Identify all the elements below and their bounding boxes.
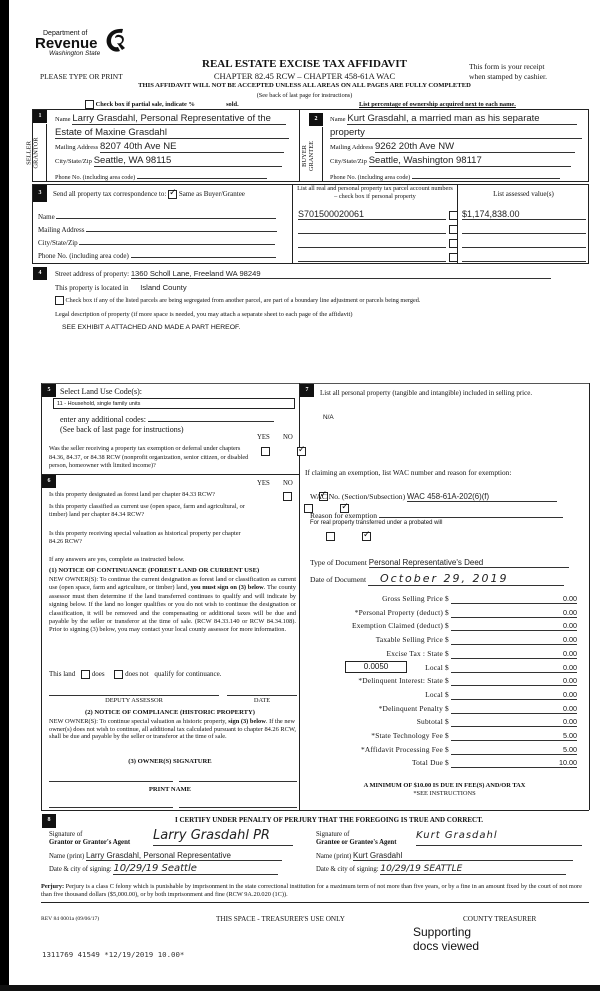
treasurer-use-label: THIS SPACE - TREASURER'S USE ONLY — [216, 915, 345, 923]
logo-line2: Revenue — [35, 35, 98, 52]
same-as-buyer-checkbox[interactable] — [168, 190, 177, 199]
grantor-date-city-field[interactable]: 10/29/19 Seattle — [113, 863, 278, 875]
notice2-bold: sign (3) below — [228, 718, 266, 725]
partial-sale-label: Check box if partial sale, indicate % — [95, 100, 195, 108]
buyer-side-label — [301, 127, 323, 182]
grantor-date-label: Date & city of signing: — [49, 866, 112, 873]
perjury-bold: Perjury: — [41, 883, 65, 890]
personal-property-value[interactable]: N/A — [323, 414, 334, 421]
excise-tax-local-field[interactable]: 0.00 — [563, 662, 577, 672]
fee-row-excise-state — [305, 649, 595, 661]
dollar-sign: $ — [445, 731, 449, 740]
seller-address-label: Mailing Address — [55, 144, 99, 151]
if-yes-note: If any answers are yes, complete as instructed below. — [49, 556, 185, 563]
assessed-value-field[interactable] — [462, 223, 586, 234]
dollar-sign: $ — [445, 703, 449, 713]
fee-row-technology — [305, 731, 595, 743]
partial-sale-row — [85, 100, 239, 109]
print-name-label: PRINT NAME — [148, 786, 192, 793]
corr-name-field[interactable] — [56, 210, 276, 219]
seller-label: SELLER — [25, 141, 33, 165]
fee-row-processing — [305, 745, 595, 757]
reason-label: Reason for exemption — [310, 511, 378, 520]
section-3-divider-1 — [292, 184, 293, 264]
grantor-signature-label — [49, 831, 130, 848]
exemption-claimed-field[interactable]: 0.00 — [563, 621, 577, 631]
fee-label: *Delinquent Penalty — [378, 703, 443, 713]
fee-label: Subtotal — [416, 717, 443, 727]
send-correspondence-label: Send all property tax correspondence to: — [53, 190, 167, 199]
dollar-sign: $ — [445, 607, 449, 617]
instructions-note: (See back of last page for instructions) — [256, 92, 353, 99]
street-address-row — [55, 269, 551, 279]
buyer-city-row — [330, 155, 585, 167]
grantee-date-row — [316, 864, 566, 875]
corr-phone-field[interactable] — [131, 249, 276, 258]
reason-field-line[interactable] — [379, 509, 563, 518]
dollar-sign: $ — [445, 717, 449, 727]
deputy-assessor-label: DEPUTY ASSESSOR — [105, 697, 163, 704]
seller-exemption-question: Was the seller receiving a property tax exemption or deferral under chapters 84.36, 84.37, or 84.38 RCW (nonprofit organization, senior citizen, or disabled person, homeowner with limited income)? — [49, 445, 249, 470]
dor-logo — [35, 30, 100, 57]
buyer-name-field[interactable]: Kurt Grasdahl, a married man as his separate — [347, 113, 577, 125]
section-5-badge: 5 — [42, 384, 56, 397]
fee-label: Excise Tax : State — [386, 648, 443, 658]
corr-city-row — [38, 236, 288, 247]
county-row — [55, 283, 187, 292]
historical-no-checkbox[interactable] — [362, 532, 371, 541]
receipt-note-2: when stamped by cashier. — [469, 72, 548, 81]
delinquent-penalty-field[interactable]: 0.00 — [563, 703, 577, 713]
owner-signature-title: (3) OWNER(S) SIGNATURE — [128, 758, 212, 765]
scan-bottom-edge — [0, 985, 600, 991]
owner-print-name-1[interactable] — [49, 800, 173, 808]
does-qualify-checkbox[interactable] — [81, 670, 90, 679]
logo-line3: Washington State — [49, 50, 101, 57]
dollar-sign: $ — [445, 662, 449, 672]
fee-row-penalty — [305, 704, 595, 716]
historical-yes-checkbox[interactable] — [326, 532, 335, 541]
parcel-row — [298, 237, 588, 250]
dollar-sign: $ — [445, 744, 449, 754]
parcel-row — [298, 223, 588, 236]
assessed-header: List assessed value(s) — [493, 190, 554, 198]
grantor-signature-field[interactable]: Larry Grasdahl PR — [153, 828, 293, 846]
personal-property-checkbox[interactable] — [449, 239, 458, 248]
seller-address-row — [55, 141, 293, 153]
fee-row-exemption — [305, 621, 595, 633]
grantee-sig-label-1: Signature of — [316, 831, 350, 838]
fee-row-interest-local — [305, 690, 595, 702]
county-treasurer-label: COUNTY TREASURER — [463, 915, 537, 923]
fee-row-personal — [305, 608, 595, 620]
seller-phone-row — [55, 170, 293, 181]
notice1-bold: you must sign on (3) below — [190, 584, 264, 592]
dollar-sign: $ — [445, 689, 449, 699]
grantee-date-city-field[interactable]: 10/29/19 SEATTLE — [380, 864, 566, 875]
personal-property-checkbox[interactable] — [449, 225, 458, 234]
grantee-name-label: Name (print) — [316, 853, 352, 860]
grantor-label: GRANTOR — [32, 137, 40, 169]
supporting-docs-stamp — [413, 925, 479, 953]
deputy-assessor-signature[interactable] — [49, 686, 219, 696]
corr-phone-label: Phone No. (including area code) — [38, 252, 129, 260]
same-as-buyer-label: Same as Buyer/Grantee — [178, 190, 245, 199]
buyer-phone-row — [330, 170, 585, 181]
additional-codes-row — [60, 412, 274, 424]
doc-date-field[interactable]: October 29, 2019 — [368, 572, 564, 586]
dollar-sign: $ — [445, 621, 449, 631]
section-2-badge: 2 — [309, 113, 323, 126]
seller-exemption-yes-checkbox[interactable] — [261, 447, 270, 456]
legal-description-label: Legal description of property (if more space is needed, you may attach a separate sheet to each page of the affidavit) — [55, 311, 353, 318]
deputy-assessor-date[interactable] — [227, 686, 297, 696]
seller-name-label: Name — [55, 116, 71, 123]
dollar-sign: $ — [445, 635, 449, 645]
form-title: REAL ESTATE EXCISE TAX AFFIDAVIT — [202, 58, 407, 70]
no-header: NO — [283, 480, 293, 487]
buyer-city-field[interactable]: Seattle, Washington 98117 — [369, 155, 571, 167]
receipt-code: 1311769 41549 *12/19/2019 10.00* — [42, 950, 185, 959]
dollar-sign: $ — [445, 594, 449, 603]
fee-label: *Delinquent Interest: State — [358, 676, 443, 686]
form-revision-code: REV 84 0001a (09/06/17) — [41, 916, 100, 922]
notice2-body-b: . If the new owner(s) does not wish to continue, all additional tax calculated pursuant to chapter 84.26 RCW, shall be due and payable by the seller or transferor at the time of sale. — [49, 718, 296, 741]
forest-land-yes-checkbox[interactable] — [283, 492, 292, 501]
corr-name-row — [38, 210, 288, 221]
seller-city-label: City/State/Zip — [55, 158, 92, 165]
subtotal-field[interactable]: 0.00 — [563, 717, 577, 727]
fee-label: Exemption Claimed (deduct) — [352, 621, 443, 631]
wac-label: WAC No. (Section/Subsection) — [310, 492, 406, 501]
dollar-sign: $ — [445, 676, 449, 686]
grantee-sig-label-2: Grantee or Grantee's Agent — [316, 839, 397, 847]
gross-selling-price-field[interactable]: 0.00 — [563, 594, 577, 603]
grantor-sig-label-1: Signature of — [49, 831, 83, 838]
qualify-label: qualify for continuance. — [154, 670, 222, 679]
acceptance-warning: THIS AFFIDAVIT WILL NOT BE ACCEPTED UNLESS ALL AREAS ON ALL PAGES ARE FULLY COMPLETED — [138, 82, 471, 89]
notice-continuance-body — [49, 576, 296, 635]
logo-line1: Department of — [43, 30, 88, 37]
assessed-value-field[interactable] — [462, 251, 586, 262]
fee-row-taxable — [305, 635, 595, 647]
owner-signature-1[interactable] — [49, 772, 173, 782]
wac-row — [310, 492, 557, 502]
personal-property-label: List all personal property (tangible and intangible) included in selling price. — [320, 389, 533, 397]
fee-label: Total Due — [411, 758, 443, 768]
wac-field[interactable]: WAC 458-61A-202(6)(f) — [407, 492, 557, 502]
continuance-qualify-row — [49, 670, 221, 679]
grantor-sig-label-2: Grantor or Grantor's Agent — [49, 839, 131, 847]
seller-address-field[interactable]: 8207 40th Ave NE — [100, 141, 284, 153]
section-6-badge: 6 — [42, 475, 56, 488]
notice-continuance-title: (1) NOTICE OF CONTINUANCE (FOREST LAND OR CURRENT USE) — [49, 567, 260, 574]
see-instructions-note: *SEE INSTRUCTIONS — [413, 790, 476, 797]
additional-codes-label: enter any additional codes: — [60, 415, 146, 424]
buyer-city-label: City/State/Zip — [330, 158, 367, 165]
section-4-badge: 4 — [33, 267, 47, 280]
grantor-print-row — [49, 851, 282, 861]
segregated-checkbox[interactable] — [55, 296, 64, 305]
fee-row-interest-state — [305, 676, 595, 688]
doc-type-label: Type of Document — [310, 558, 367, 567]
parcel-header: List all real and personal property tax parcel account numbers – check box if personal property — [297, 185, 453, 200]
historical-property-question: Is this property receiving special valuation as historical property per chapter 84.26 RCW? — [49, 530, 241, 546]
segregated-label: Check box if any of the listed parcels are being segregated from another parcel, are part of a boundary line adjustment or parcels being merged. — [65, 296, 421, 304]
processing-fee-field[interactable]: 5.00 — [563, 744, 577, 754]
section-7-badge: 7 — [300, 384, 314, 397]
parcel-number-field[interactable] — [298, 223, 446, 234]
seller-city-field[interactable]: Seattle, WA 98115 — [94, 155, 282, 167]
see-back-note: (See back of last page for instructions) — [60, 425, 184, 434]
seller-city-row — [55, 155, 293, 167]
section-3-badge: 3 — [33, 185, 47, 202]
notice-compliance-body — [49, 718, 296, 741]
street-address-label: Street address of property: — [55, 270, 130, 278]
does-not-qualify-checkbox[interactable] — [114, 670, 123, 679]
does-label: does — [91, 670, 105, 679]
reason-value[interactable]: For real property transferred under a probated will — [310, 520, 443, 526]
buyer-address-label: Mailing Address — [330, 144, 374, 151]
notice2-body-a: NEW OWNER(S): To continue special valuation as historic property, — [49, 718, 227, 725]
exemption-claim-label: If claiming an exemption, list WAC number and reason for exemption: — [305, 468, 512, 477]
section-6-top-rule — [41, 474, 299, 475]
notice1-body-a: NEW OWNER(S): To continue the current designation as forest land or classification as current use (open space, farm and agriculture, or timber) land, — [49, 576, 296, 592]
additional-codes-field[interactable] — [148, 412, 274, 422]
personal-property-checkbox[interactable] — [449, 253, 458, 262]
this-land-label: This land — [49, 670, 76, 679]
taxable-selling-price-field[interactable]: 0.00 — [563, 635, 577, 645]
partial-sale-checkbox[interactable] — [85, 100, 94, 109]
personal-property-checkbox[interactable] — [449, 211, 458, 220]
buyer-address-row — [330, 141, 585, 153]
yes-header: YES — [257, 434, 270, 441]
grantee-print-row — [316, 851, 573, 861]
legal-description-value[interactable]: SEE EXHIBIT A ATTACHED AND MADE A PART HEREOF. — [62, 324, 241, 331]
dollar-sign: $ — [445, 648, 449, 658]
no-header: NO — [283, 434, 293, 441]
fee-row-gross — [305, 594, 595, 606]
fee-label: Taxable Selling Price — [375, 635, 443, 645]
parcel-number-field[interactable]: S701500020061 — [298, 209, 446, 220]
dor-swirl-logo-icon — [103, 26, 127, 54]
fee-label: *Personal Property (deduct) — [354, 607, 443, 617]
county-label: This property is located in — [55, 284, 129, 292]
technology-fee-field[interactable]: 5.00 — [563, 731, 577, 740]
please-type-note: PLEASE TYPE OR PRINT — [40, 72, 123, 81]
stamp-line1: Supporting — [413, 925, 472, 939]
parcel-row — [298, 209, 588, 222]
buyer-label: BUYER — [301, 144, 309, 168]
receipt-note-1: This form is your receipt — [469, 62, 545, 71]
assessed-value-field[interactable]: $1,174,838.00 — [462, 209, 586, 220]
grantor-name-field[interactable]: Larry Grasdahl, Personal Representative — [86, 851, 282, 861]
land-use-label: Select Land Use Code(s): — [60, 387, 142, 396]
notice-compliance-title: (2) NOTICE OF COMPLIANCE (HISTORIC PROPERTY) — [85, 709, 255, 716]
corr-city-field[interactable] — [79, 236, 275, 245]
segregated-row — [55, 296, 420, 305]
grantor-date-row — [49, 863, 278, 875]
perjury-statement — [41, 883, 589, 903]
perjury-text: Perjury is a class C felony which is punishable by imprisonment in the state correctional institution for a maximum term of not more than five years, or by a fine in an amount fixed by the court of not more than five thousand dollars ($5,000.00), or by both imprisonment and fine (RCW 9A.20.020 (1C)). — [41, 883, 582, 899]
corr-address-field[interactable] — [86, 223, 277, 232]
owner-signature-2[interactable] — [179, 772, 297, 782]
street-address-field[interactable]: 1360 Scholl Lane, Freeland WA 98249 — [131, 269, 551, 279]
fee-label: Local — [425, 662, 443, 672]
form-subtitle: CHAPTER 82.45 RCW – CHAPTER 458-61A WAC — [213, 71, 396, 81]
corr-city-label: City/State/Zip — [38, 239, 78, 247]
fee-row-subtotal — [305, 717, 595, 729]
doc-type-row — [310, 558, 569, 568]
forest-land-question: Is this property designated as forest land per chapter 84.33 RCW? — [49, 491, 215, 498]
ownership-note: List percentage of ownership acquired next to each name. — [359, 101, 516, 108]
grantee-label: GRANTEE — [308, 140, 316, 172]
certify-statement: I CERTIFY UNDER PENALTY OF PERJURY THAT THE FOREGOING IS TRUE AND CORRECT. — [174, 816, 483, 824]
grantee-name-field[interactable]: Kurt Grasdahl — [353, 851, 573, 861]
section-divider — [299, 109, 300, 182]
does-not-label: does not — [125, 670, 149, 679]
parcel-number-field[interactable] — [298, 251, 446, 262]
spacer — [299, 468, 300, 469]
delinquent-interest-state-field[interactable]: 0.00 — [563, 676, 577, 686]
corr-name-label: Name — [38, 213, 55, 221]
delinquent-interest-local-field[interactable]: 0.00 — [563, 689, 577, 699]
current-use-question: Is this property classified as current use (open space, farm and agricultural, or timber) land per chapter 84.34 RCW? — [49, 503, 245, 519]
buyer-name-field-line2[interactable]: property — [330, 127, 582, 139]
doc-date-label: Date of Document — [310, 575, 367, 584]
section-1-badge: 1 — [33, 110, 47, 123]
fee-table — [305, 594, 589, 768]
seller-phone-label: Phone No. (including area code) — [55, 174, 136, 181]
corr-phone-row — [38, 249, 288, 260]
seller-name-row — [55, 113, 293, 125]
reason-row — [310, 509, 563, 520]
doc-type-field[interactable]: Personal Representative's Deed — [369, 558, 569, 568]
grantee-signature-label — [316, 831, 396, 848]
seller-side-label — [25, 124, 47, 182]
partial-sale-sold: sold. — [226, 100, 239, 108]
section-5-7-top-rule — [41, 383, 589, 384]
fee-row-total — [305, 758, 595, 770]
fee-label: *State Technology Fee — [371, 731, 443, 740]
section-8-badge: 8 — [42, 814, 56, 828]
buyer-phone-label: Phone No. (including area code) — [330, 174, 411, 181]
doc-date-row — [310, 572, 564, 586]
local-rate-field[interactable]: 0.0050 — [345, 661, 407, 673]
buyer-name-label: Name — [330, 116, 346, 123]
date-label: DATE — [253, 697, 271, 704]
corr-address-row — [38, 223, 288, 234]
total-due-field[interactable]: 10.00 — [559, 758, 577, 768]
grantee-date-label: Date & city of signing: — [316, 866, 379, 873]
notice1-body-b: . The county assessor must then determine if the land transferred continues to qualify and will indicate by signing below. If the land no longer qualifies or you do not wish to continue the designation or classification, it will be removed and the compensating or additional taxes will be due and payable by the seller or transferor at the time of sale. (RCW 84.33.140 or RCW 84.34.108). Prior to signing (3) below, you may contact your local county assessor for more information. — [49, 584, 296, 634]
minimum-due-note: A MINIMUM OF $10.00 IS DUE IN FEE(S) AND/OR TAX — [363, 782, 526, 789]
fee-label: *Affidavit Processing Fee — [360, 744, 443, 754]
land-use-select[interactable]: 11 - Household, single family units — [53, 398, 295, 409]
section-5-left-border — [41, 383, 42, 810]
fee-row-excise-local — [305, 663, 595, 675]
buyer-name-row — [330, 113, 585, 125]
stamp-line2: docs viewed — [413, 939, 480, 953]
parcel-number-field[interactable] — [298, 237, 446, 248]
excise-tax-state-field[interactable]: 0.00 — [563, 648, 577, 658]
yes-header: YES — [257, 480, 270, 487]
buyer-phone-field[interactable] — [412, 170, 560, 179]
parcel-row — [298, 251, 588, 264]
personal-property-deduct-field[interactable]: 0.00 — [563, 607, 577, 617]
buyer-address-field[interactable]: 9262 20th Ave NW — [375, 141, 575, 153]
section-8-top-rule — [41, 810, 589, 811]
tax-correspondence-row — [53, 190, 245, 199]
grantor-name-label: Name (print) — [49, 853, 85, 860]
corr-address-label: Mailing Address — [38, 226, 85, 234]
assessed-value-field[interactable] — [462, 237, 586, 248]
grantee-signature-field[interactable]: Kurt Grasdahl — [416, 830, 582, 846]
seller-name-field-line2[interactable]: Estate of Maxine Grasdahl — [55, 127, 289, 139]
county-value[interactable]: Island County — [140, 283, 187, 292]
seller-exemption-no-checkbox[interactable] — [297, 447, 306, 456]
dollar-sign: $ — [445, 758, 449, 768]
seller-name-field[interactable]: Larry Grasdahl, Personal Representative of the — [72, 113, 286, 125]
fee-label: Gross Selling Price — [382, 594, 443, 603]
affidavit-page — [9, 0, 600, 991]
seller-phone-field[interactable] — [137, 170, 267, 179]
fee-label: Local — [425, 689, 443, 699]
owner-print-name-2[interactable] — [179, 800, 297, 808]
